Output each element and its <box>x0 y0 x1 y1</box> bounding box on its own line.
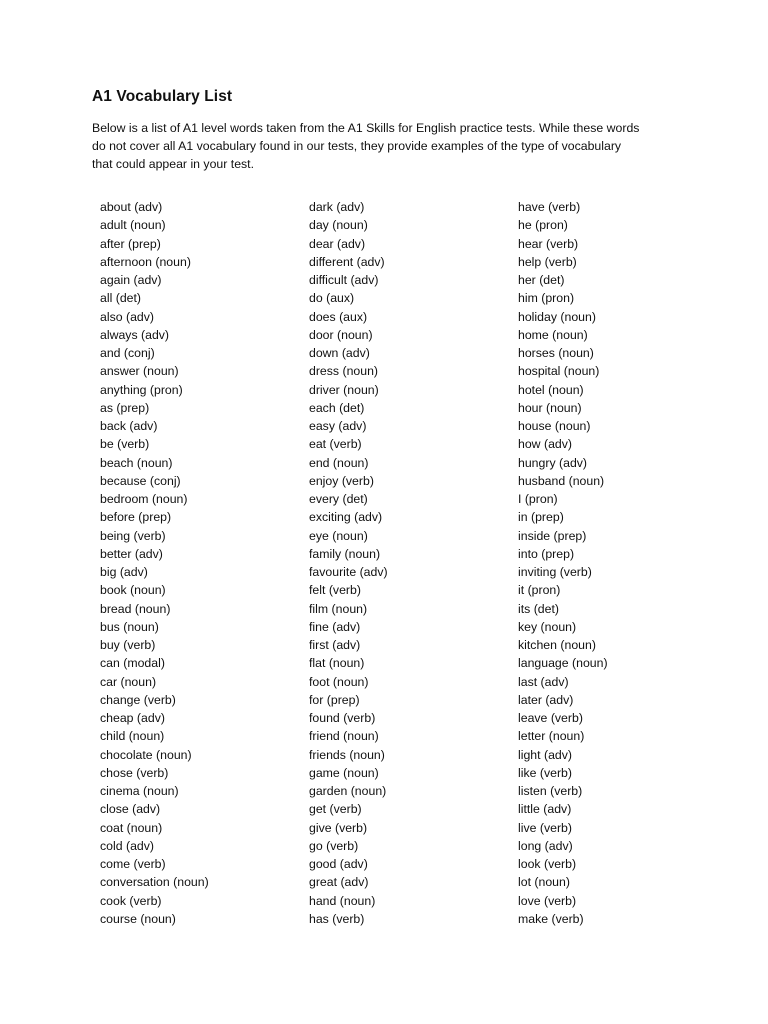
vocabulary-item: has (verb) <box>309 911 365 926</box>
intro-line: that could appear in your test. <box>92 157 255 171</box>
vocabulary-item: look (verb) <box>518 857 577 871</box>
vocabulary-item: hotel (noun) <box>518 382 584 397</box>
vocabulary-item: better (adv) <box>100 546 163 561</box>
vocabulary-item: chose (verb) <box>100 765 169 780</box>
vocabulary-item: her (det) <box>518 273 565 287</box>
vocabulary-item: being (verb) <box>100 528 166 543</box>
vocabulary-item: bedroom (noun) <box>100 492 188 506</box>
vocabulary-item: hospital (noun) <box>518 364 600 379</box>
vocabulary-item: cold (adv) <box>100 838 154 853</box>
vocabulary-item: different (adv) <box>309 254 385 269</box>
vocabulary-item: flat (noun) <box>309 656 365 671</box>
vocabulary-item: hungry (adv) <box>518 455 588 470</box>
vocabulary-item: in (prep) <box>518 510 564 525</box>
vocabulary-item: lot (noun) <box>518 875 570 890</box>
vocabulary-column-2 <box>309 198 388 928</box>
vocabulary-item: into (prep) <box>518 546 575 561</box>
vocabulary-item: family (noun) <box>309 546 381 561</box>
vocabulary-item: inside (prep) <box>518 528 587 543</box>
vocabulary-item: garden (noun) <box>309 784 387 798</box>
vocabulary-item: door (noun) <box>309 327 373 342</box>
vocabulary-item: house (noun) <box>518 419 591 433</box>
vocabulary-item: car (noun) <box>100 674 157 689</box>
vocabulary-item: bus (noun) <box>100 619 159 634</box>
vocabulary-item: also (adv) <box>100 309 154 324</box>
vocabulary-item: because (conj) <box>100 473 181 488</box>
vocabulary-item: home (noun) <box>518 327 588 342</box>
vocabulary-item: close (adv) <box>100 802 161 817</box>
vocabulary-item: can (modal) <box>100 656 165 671</box>
vocabulary-item: I (pron) <box>518 492 558 506</box>
vocabulary-item: enjoy (verb) <box>309 473 374 488</box>
vocabulary-item: make (verb) <box>518 911 584 926</box>
vocabulary-item: again (adv) <box>100 273 162 287</box>
vocabulary-item: language (noun) <box>518 656 608 671</box>
vocabulary-item: long (adv) <box>518 838 573 853</box>
vocabulary-item: hour (noun) <box>518 400 582 415</box>
vocabulary-item: for (prep) <box>309 692 360 707</box>
vocabulary-item: chocolate (noun) <box>100 747 192 762</box>
vocabulary-item: each (det) <box>309 400 365 415</box>
vocabulary-item: like (verb) <box>518 765 572 780</box>
vocabulary-item: big (adv) <box>100 565 148 579</box>
vocabulary-item: always (adv) <box>100 327 170 342</box>
vocabulary-item: beach (noun) <box>100 455 173 470</box>
vocabulary-item: hear (verb) <box>518 236 579 251</box>
vocabulary-item: letter (noun) <box>518 729 585 744</box>
vocabulary-item: go (verb) <box>309 838 359 853</box>
vocabulary-item: come (verb) <box>100 857 166 871</box>
vocabulary-item: eat (verb) <box>309 437 362 452</box>
vocabulary-item: back (adv) <box>100 419 158 433</box>
vocabulary-item: cheap (adv) <box>100 711 165 725</box>
vocabulary-item: change (verb) <box>100 692 176 707</box>
vocabulary-item: be (verb) <box>100 437 150 452</box>
vocabulary-item: how (adv) <box>518 437 572 452</box>
vocabulary-item: later (adv) <box>518 692 574 707</box>
vocabulary-column-1 <box>100 198 209 928</box>
vocabulary-item: do (aux) <box>309 291 355 306</box>
vocabulary-item: foot (noun) <box>309 674 369 689</box>
vocabulary-item: love (verb) <box>518 893 577 908</box>
vocabulary-item: help (verb) <box>518 254 577 269</box>
vocabulary-item: hand (noun) <box>309 893 376 908</box>
vocabulary-item: down (adv) <box>309 346 370 360</box>
vocabulary-item: exciting (adv) <box>309 510 383 525</box>
vocabulary-item: he (pron) <box>518 218 568 233</box>
vocabulary-item: him (pron) <box>518 291 575 306</box>
vocabulary-item: little (adv) <box>518 802 572 817</box>
vocabulary-item: key (noun) <box>518 619 577 634</box>
vocabulary-item: it (pron) <box>518 583 561 598</box>
vocabulary-item: coat (noun) <box>100 820 163 835</box>
vocabulary-item: book (noun) <box>100 583 166 598</box>
vocabulary-item: course (noun) <box>100 911 176 926</box>
vocabulary-item: does (aux) <box>309 309 368 324</box>
vocabulary-item: game (noun) <box>309 765 379 780</box>
vocabulary-item: all (det) <box>100 291 142 306</box>
vocabulary-item: easy (adv) <box>309 419 367 433</box>
vocabulary-item: as (prep) <box>100 400 150 415</box>
vocabulary-item: husband (noun) <box>518 473 605 488</box>
vocabulary-item: good (adv) <box>309 857 368 871</box>
vocabulary-item: driver (noun) <box>309 382 379 397</box>
vocabulary-item: live (verb) <box>518 820 572 835</box>
vocabulary-item: dress (noun) <box>309 364 379 379</box>
vocabulary-item: afternoon (noun) <box>100 254 191 269</box>
vocabulary-item: have (verb) <box>518 200 581 214</box>
vocabulary-item: child (noun) <box>100 729 165 744</box>
intro-line: Below is a list of A1 level words taken from the A1 Skills for English practice tests. While these words <box>92 121 640 135</box>
vocabulary-item: eye (noun) <box>309 528 368 543</box>
vocabulary-item: leave (verb) <box>518 711 583 725</box>
vocabulary-item: get (verb) <box>309 802 362 817</box>
vocabulary-item: horses (noun) <box>518 346 594 360</box>
vocabulary-item: about (adv) <box>100 200 163 214</box>
vocabulary-item: found (verb) <box>309 711 376 725</box>
vocabulary-item: felt (verb) <box>309 583 361 598</box>
vocabulary-item: friend (noun) <box>309 729 379 744</box>
vocabulary-item: friends (noun) <box>309 747 385 762</box>
vocabulary-item: after (prep) <box>100 236 161 251</box>
vocabulary-item: dark (adv) <box>309 200 365 214</box>
vocabulary-item: film (noun) <box>309 601 368 616</box>
vocabulary-item: dear (adv) <box>309 236 366 251</box>
vocabulary-item: bread (noun) <box>100 601 171 616</box>
vocabulary-item: buy (verb) <box>100 638 156 652</box>
vocabulary-item: last (adv) <box>518 674 569 689</box>
vocabulary-item: every (det) <box>309 492 368 506</box>
intro-line: do not cover all A1 vocabulary found in our tests, they provide examples of the type of vocabulary <box>92 139 622 153</box>
vocabulary-item: favourite (adv) <box>309 565 388 579</box>
vocabulary-item: fine (adv) <box>309 619 361 634</box>
document-title: A1 Vocabulary List <box>92 88 233 105</box>
vocabulary-item: before (prep) <box>100 510 172 525</box>
vocabulary-item: anything (pron) <box>100 382 183 397</box>
vocabulary-item: give (verb) <box>309 820 368 835</box>
vocabulary-item: first (adv) <box>309 638 361 652</box>
vocabulary-column-3 <box>518 198 608 928</box>
vocabulary-item: light (adv) <box>518 747 572 762</box>
vocabulary-item: and (conj) <box>100 346 155 360</box>
vocabulary-item: conversation (noun) <box>100 875 209 890</box>
vocabulary-item: holiday (noun) <box>518 309 596 324</box>
vocabulary-item: cook (verb) <box>100 893 162 908</box>
intro-paragraph <box>92 119 682 173</box>
vocabulary-item: kitchen (noun) <box>518 638 596 652</box>
vocabulary-item: adult (noun) <box>100 218 166 233</box>
vocabulary-item: its (det) <box>518 601 559 616</box>
vocabulary-item: end (noun) <box>309 455 369 470</box>
vocabulary-item: inviting (verb) <box>518 565 592 579</box>
vocabulary-item: difficult (adv) <box>309 273 379 287</box>
vocabulary-item: great (adv) <box>309 875 369 890</box>
vocabulary-item: listen (verb) <box>518 784 583 798</box>
vocabulary-item: answer (noun) <box>100 364 179 379</box>
vocabulary-item: day (noun) <box>309 218 368 233</box>
vocabulary-item: cinema (noun) <box>100 784 179 798</box>
